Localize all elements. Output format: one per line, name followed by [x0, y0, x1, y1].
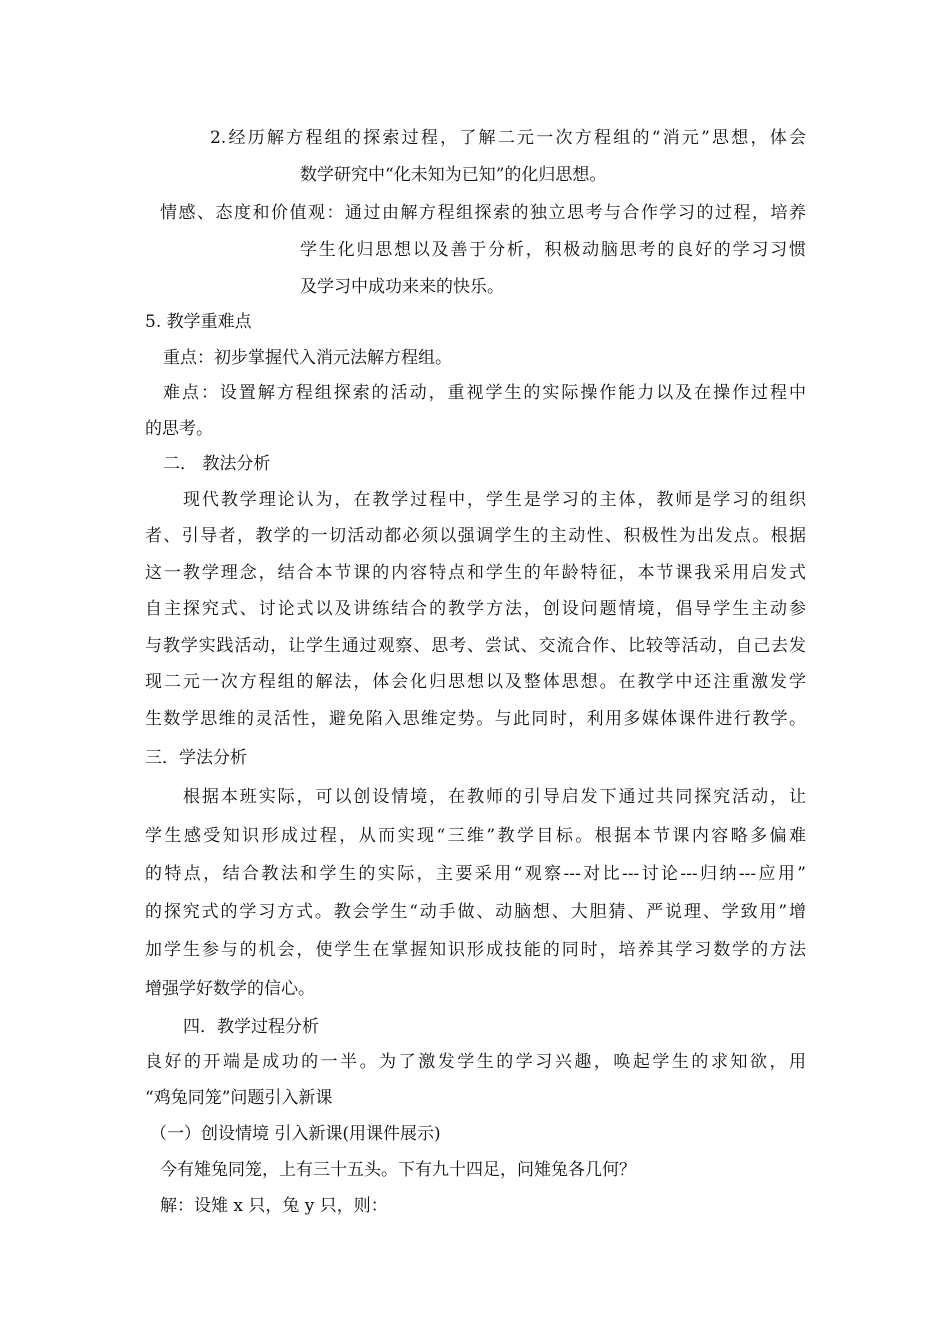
attitude-objective-line1: 情感、态度和价值观：通过由解方程组探索的独立思考与合作学习的过程，培养 — [160, 203, 806, 223]
teaching-method-line: 生数学思维的灵活性，避免陷入思维定势。与此同时，利用多媒体课件进行教学。 — [145, 709, 806, 729]
problem-statement: 今有雉兔同笼，上有三十五头。下有九十四足，问雉兔各几何？ — [160, 1160, 636, 1180]
subsection-heading: （一）创设情境 引入新课(用课件展示) — [150, 1124, 441, 1144]
learning-method-line: 的特点，结合教法和学生的实际，主要采用“观察---对比---讨论---归纳---应用” — [145, 864, 806, 884]
attitude-objective-line2: 学生化归思想以及善于分析，积极动脑思考的良好的学习习惯 — [300, 240, 806, 260]
learning-method-line: 的探究式的学习方式。教会学生“动手做、动脑想、大胆猜、严说理、学致用”增 — [145, 902, 806, 922]
learning-method-line: 增强学好数学的信心。 — [145, 979, 315, 999]
teaching-method-line: 这一教学理念，结合本节课的内容特点和学生的年龄特征，本节课我采用启发式 — [145, 563, 806, 583]
difficulty-point-line1: 难点：设置解方程组探索的活动，重视学生的实际操作能力以及在操作过程中 — [163, 383, 806, 403]
teaching-method-line: 现二元一次方程组的解法，体会化归思想以及整体思想。在教学中还注重激发学 — [145, 672, 806, 692]
process-intro-line2: “鸡兔同笼”问题引入新课 — [145, 1088, 333, 1108]
teaching-method-heading: 二． 教法分析 — [163, 454, 271, 474]
teaching-method-line: 与教学实践活动，让学生通过观察、思考、尝试、交流合作、比较等活动，自己去发 — [145, 636, 806, 656]
learning-method-heading: 三．学法分析 — [145, 748, 247, 768]
objective-item-2-line1: 2.经历解方程组的探索过程，了解二元一次方程组的“消元”思想，体会 — [210, 128, 806, 148]
attitude-objective-line3: 及学习中成功来来的快乐。 — [300, 277, 504, 297]
process-intro-line1: 良好的开端是成功的一半。为了激发学生的学习兴趣，唤起学生的求知欲，用 — [145, 1052, 806, 1072]
learning-method-line: 学生感受知识形成过程，从而实现“三维”教学目标。根据本节课内容略多偏难 — [145, 826, 806, 846]
teaching-method-line: 者、引导者，教学的一切活动都必须以强调学生的主动性、积极性为出发点。根据 — [145, 526, 806, 546]
teaching-method-line: 自主探究式、讨论式以及讲练结合的教学方法，创设问题情境，倡导学生主动参 — [145, 599, 806, 619]
solution-line: 解：设雉 x 只，兔 y 只，则： — [160, 1196, 388, 1216]
objective-item-2-line2: 数学研究中“化未知为已知”的化归思想。 — [300, 165, 607, 185]
process-heading: 四．教学过程分析 — [183, 1017, 319, 1037]
focus-point: 重点：初步掌握代入消元法解方程组。 — [163, 348, 452, 368]
learning-method-line: 根据本班实际，可以创设情境，在教师的引导启发下通过共同探究活动，让 — [183, 787, 806, 807]
difficulty-point-line2: 的思考。 — [145, 419, 213, 439]
key-points-heading: 5. 教学重难点 — [145, 312, 252, 332]
teaching-method-line: 现代教学理论认为，在教学过程中，学生是学习的主体，教师是学习的组织 — [183, 490, 806, 510]
learning-method-line: 加学生参与的机会，使学生在掌握知识形成技能的同时，培养其学习数学的方法 — [145, 940, 806, 960]
